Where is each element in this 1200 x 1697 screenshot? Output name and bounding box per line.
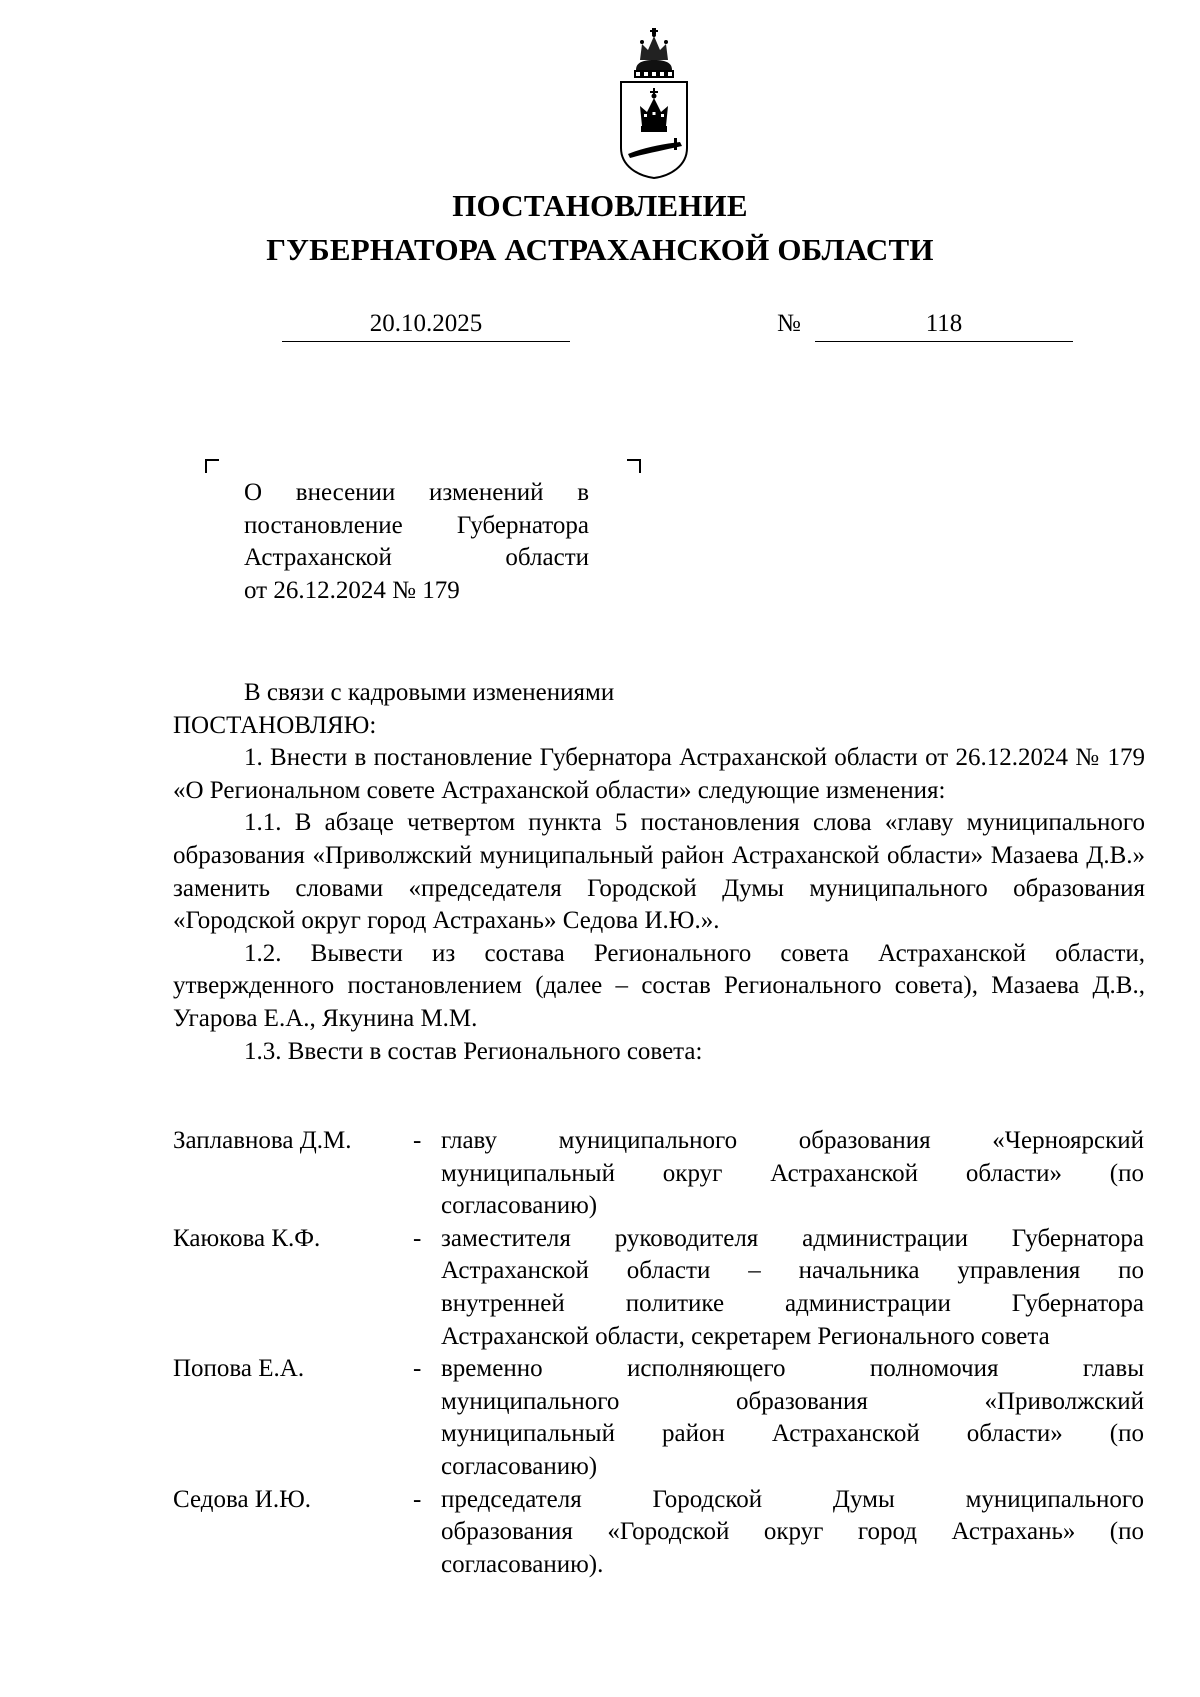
member-description — [441, 1223, 1144, 1353]
member-desc-line: муниципального образования «Приволжский — [441, 1387, 1144, 1415]
list-item — [173, 1353, 1145, 1483]
member-description — [441, 1353, 1144, 1483]
member-name: Каюкова К.Ф. — [173, 1224, 321, 1252]
preamble: В связи с кадровыми изменениями — [244, 679, 615, 706]
list-item — [173, 1125, 1145, 1223]
document-body — [173, 677, 1145, 1068]
number-sign: № — [777, 310, 801, 337]
member-dash: - — [413, 1224, 422, 1252]
decree-word: ПОСТАНОВЛЯЮ: — [173, 711, 377, 739]
list-item — [173, 1223, 1145, 1353]
member-desc-line: временно исполняющего полномочия главы — [441, 1355, 1144, 1383]
member-desc-line: согласованию). — [441, 1550, 604, 1578]
list-item — [173, 1484, 1145, 1582]
member-desc-line: согласованию) — [441, 1452, 598, 1480]
document-title-line1: ПОСТАНОВЛЕНИЕ — [452, 188, 748, 223]
member-desc-line: Астраханской области, секретарем Регионального совета — [441, 1322, 1050, 1350]
member-description — [441, 1484, 1144, 1582]
subject-line: Астраханской области — [244, 544, 589, 572]
item-1-2: 1.2. Вывести из состава Регионального совета Астраханской области, утвержденного постановлением (далее – состав Регионального совета), Мазаева Д.В., Угарова Е.А., Якунина М.М. — [173, 939, 1145, 1032]
member-desc-line: образования «Городской округ город Астрахань» (по — [441, 1518, 1144, 1546]
subject-line: постановление Губернатора — [244, 511, 589, 539]
members-list — [173, 1125, 1145, 1581]
item-1: 1. Внести в постановление Губернатора Астраханской области от 26.12.2024 № 179 «О Региональном совете Астраханской области» следующие изменения: — [173, 744, 1145, 804]
member-dash: - — [413, 1127, 422, 1154]
member-name: Седова И.Ю. — [173, 1485, 312, 1513]
member-desc-line: согласованию) — [441, 1192, 598, 1220]
document-subject — [244, 477, 589, 607]
member-desc-line: заместителя руководителя администрации Губернатора — [441, 1224, 1144, 1252]
member-dash: - — [413, 1355, 422, 1383]
member-desc-line: муниципальный округ Астраханской области» (по — [441, 1159, 1144, 1187]
member-dash: - — [413, 1485, 422, 1513]
subject-line: от 26.12.2024 № 179 — [244, 576, 460, 604]
member-desc-line: муниципальный район Астраханской области» (по — [441, 1420, 1144, 1448]
member-desc-line: Астраханской области – начальника управления по — [441, 1257, 1144, 1285]
item-1-1: 1.1. В абзаце четвертом пункта 5 постановления слова «главу муниципального образования «Приволжский муниципальный район Астраханской области» Мазаева Д.В.» заменить словами «председателя Городской Думы муниципального образования «Городской округ город Астрахань» Седова И.Ю.». — [173, 809, 1145, 935]
document-number: 118 — [815, 309, 1073, 342]
document-date: 20.10.2025 — [282, 309, 570, 342]
member-desc-line: внутренней политике администрации Губернатора — [441, 1289, 1144, 1317]
member-description — [441, 1125, 1144, 1223]
item-1-3: 1.3. Ввести в состав Регионального совета: — [244, 1037, 703, 1065]
astrakhan-coat-of-arms-icon — [618, 26, 690, 180]
member-desc-line: председателя Городской Думы муниципального — [441, 1485, 1144, 1513]
member-name: Попова Е.А. — [173, 1355, 305, 1383]
member-name: Заплавнова Д.М. — [173, 1127, 352, 1154]
document-title-line2: ГУБЕРНАТОРА АСТРАХАНСКОЙ ОБЛАСТИ — [266, 232, 934, 267]
subject-corner-top-left — [205, 459, 219, 473]
member-desc-line: главу муниципального образования «Черноярский — [441, 1127, 1144, 1154]
subject-corner-top-right — [627, 459, 641, 473]
subject-line: О внесении изменений в — [244, 479, 589, 506]
